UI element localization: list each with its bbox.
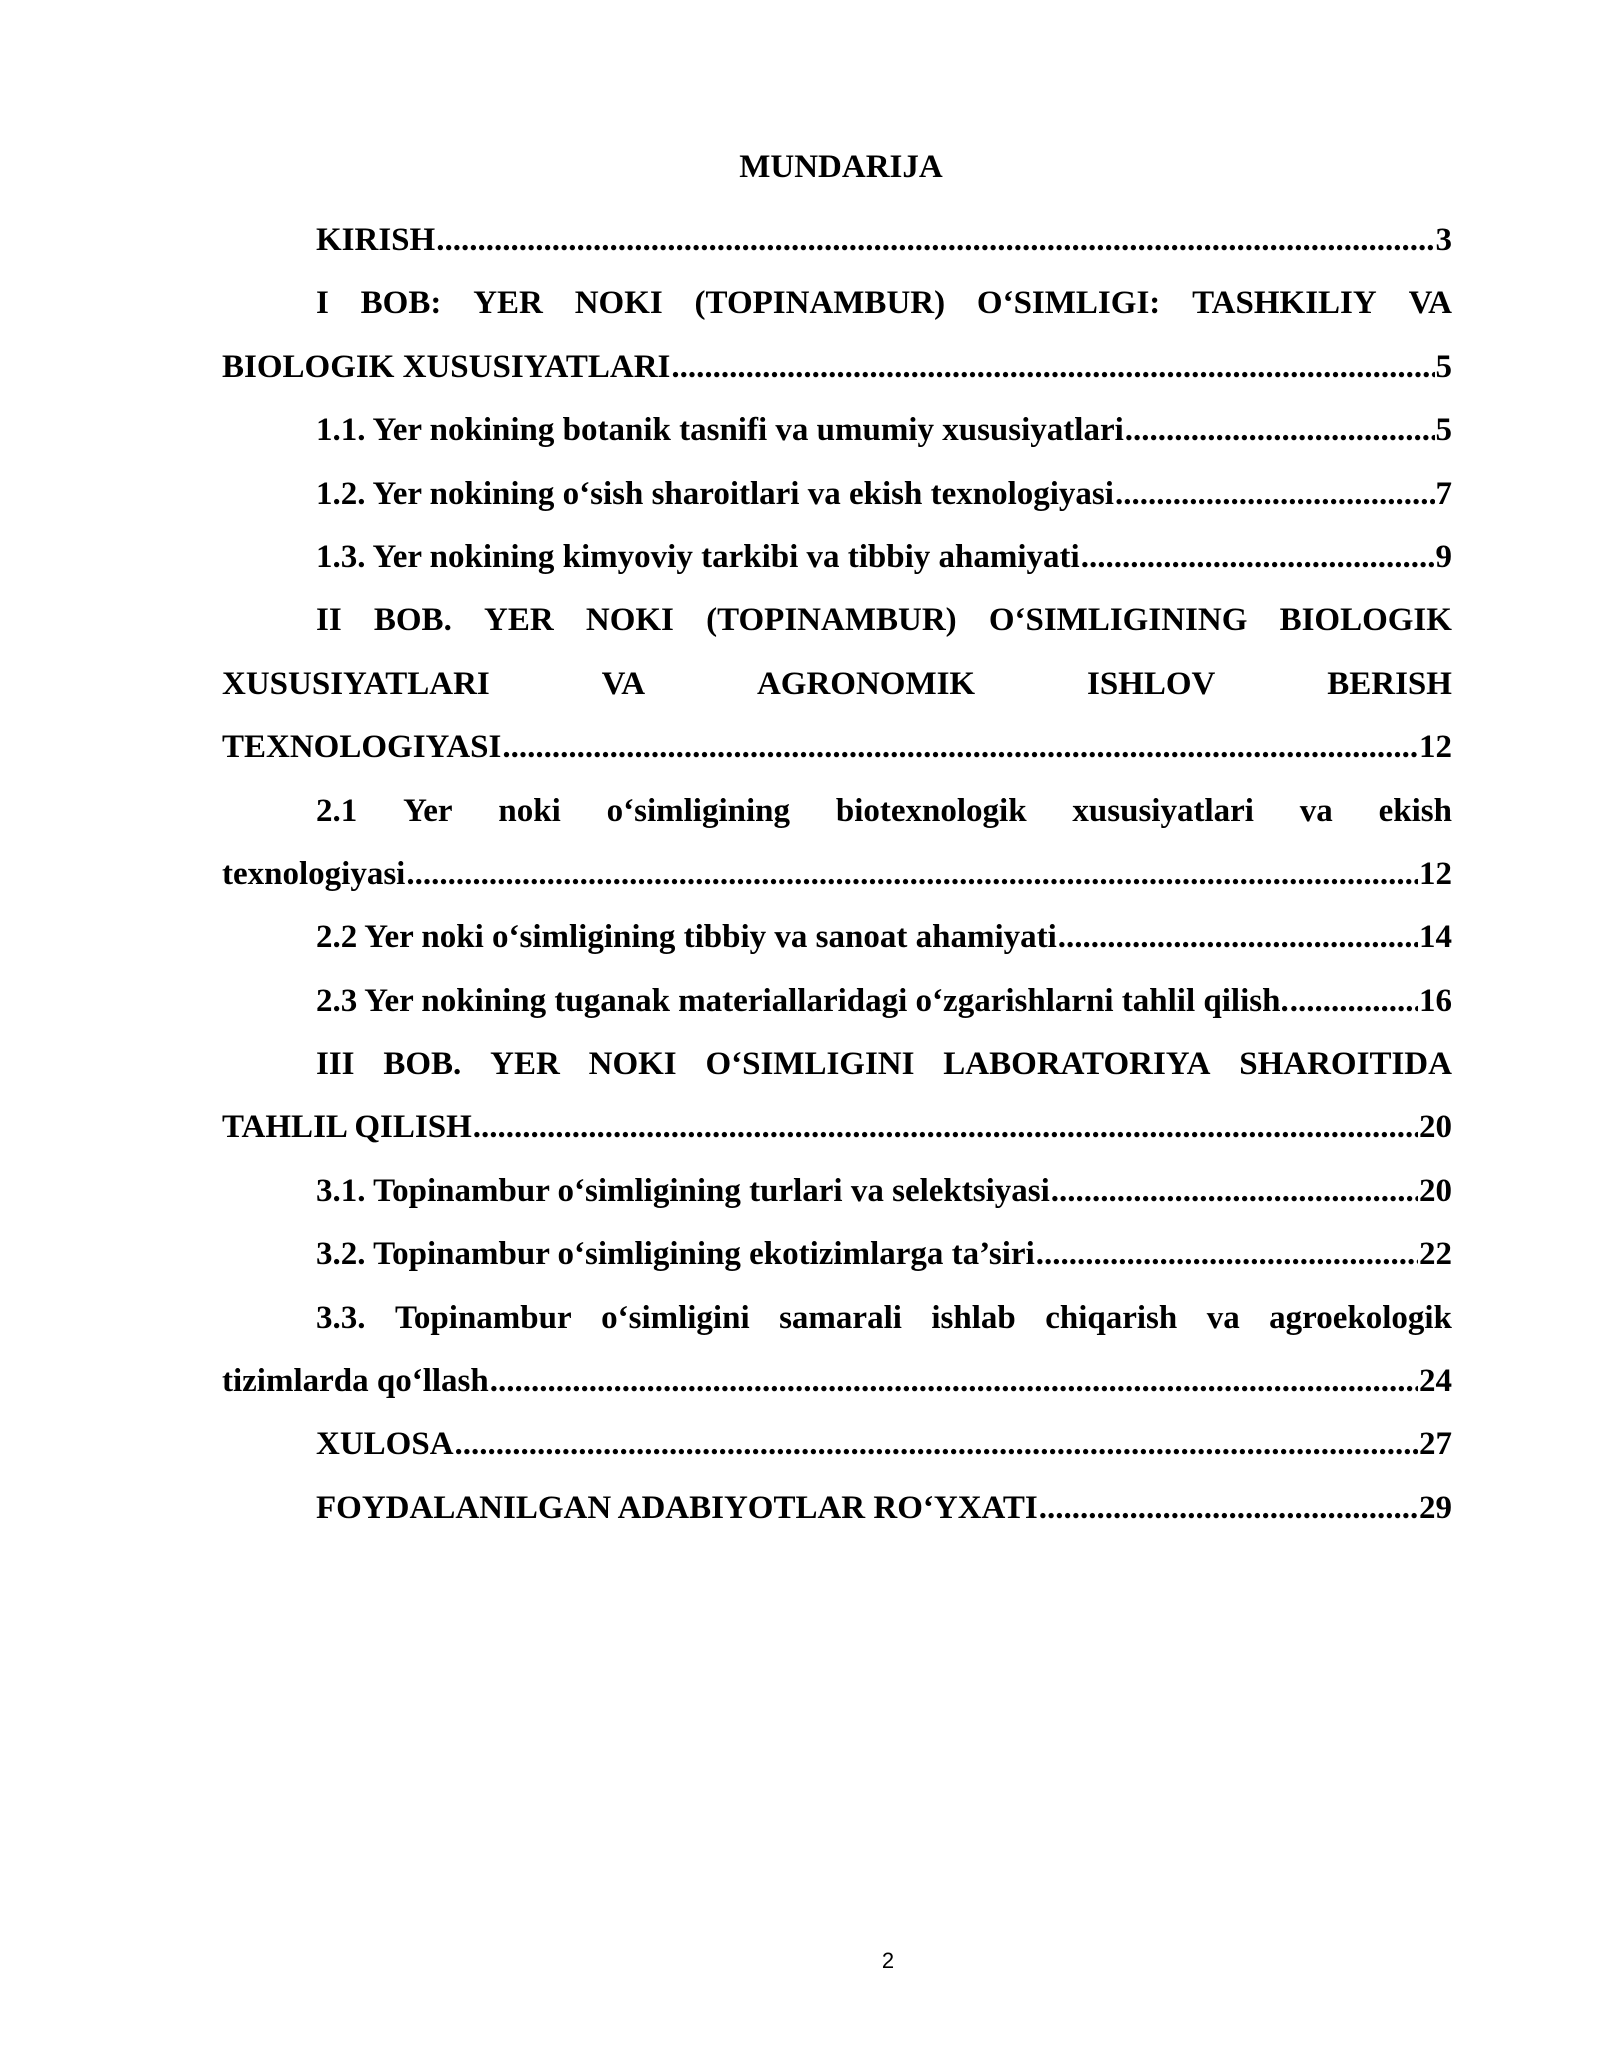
toc-entry-chapter-2[interactable]	[222, 589, 1452, 779]
dot-leader	[490, 1350, 1418, 1413]
dot-leader	[1290, 970, 1418, 1033]
dot-leader	[1115, 463, 1435, 526]
toc-entry-text: 3.1. Topinambur o‘simligining turlari va selektsiyasi	[316, 1172, 1050, 1209]
toc-page-number: 3	[1435, 222, 1452, 258]
toc-entry-section-1-1[interactable]	[222, 399, 1452, 462]
toc-entry-section-1-3[interactable]	[222, 526, 1452, 589]
page-title: MUNDARIJA	[739, 149, 943, 185]
toc-entry-section-3-3[interactable]	[222, 1287, 1452, 1414]
toc-entry-text-line-1: III BOB. YER NOKI O‘SIMLIGINI LABORATORIYA SHAROITIDA	[316, 1046, 1452, 1083]
toc-page-number: 9	[1435, 538, 1452, 575]
toc-entry-text: 1.2. Yer nokining o‘sish sharoitlari va ekish texnologiyasi	[316, 475, 1114, 512]
toc-entry-text: 2.2 Yer noki o‘simligining tibbiy va sanoat ahamiyati	[316, 919, 1057, 956]
dot-leader	[473, 1096, 1418, 1159]
toc-page-number: 5	[1435, 348, 1452, 385]
toc-entry-chapter-1[interactable]	[222, 272, 1452, 399]
toc-page-number: 29	[1419, 1489, 1452, 1526]
toc-page-number: 12	[1419, 729, 1452, 766]
toc-entry-text-line-2: tizimlarda qo‘llash	[222, 1363, 489, 1400]
dot-leader	[671, 336, 1434, 399]
toc-entry-text-line-1: 2.1 Yer noki o‘simligining biotexnologik xususiyatlari va ekish	[316, 792, 1452, 829]
toc-entry-xulosa[interactable]	[222, 1413, 1452, 1476]
toc-entry-section-2-3[interactable]	[222, 970, 1452, 1033]
dot-leader	[406, 843, 1418, 906]
dot-leader	[436, 209, 1434, 272]
toc-entry-text: XULOSA	[316, 1426, 454, 1463]
dot-leader	[1081, 526, 1435, 589]
toc-entry-text: FOYDALANILGAN ADABIYOTLAR RO‘YXATI	[316, 1489, 1038, 1526]
toc-page-number: 22	[1419, 1236, 1452, 1273]
toc-entry-text-line-1: 3.3. Topinambur o‘simligini samarali ishlab chiqarish va agroekologik	[316, 1299, 1452, 1336]
toc-entry-section-2-1[interactable]	[222, 780, 1452, 907]
dot-leader	[1036, 1223, 1418, 1286]
toc-page-number: 20	[1419, 1109, 1452, 1146]
dot-leader	[1058, 906, 1418, 969]
toc-entry-references[interactable]	[222, 1477, 1452, 1540]
toc-page-number: 5	[1435, 412, 1452, 449]
toc-entry-text: KIRISH	[316, 222, 436, 258]
toc-entry-text: 1.3. Yer nokining kimyoviy tarkibi va tibbiy ahamiyati	[316, 538, 1080, 575]
toc-entry-text: 2.3 Yer nokining tuganak materiallaridagi o‘zgarishlarni tahlil qilish.	[316, 982, 1289, 1019]
toc-page-number: 20	[1419, 1172, 1452, 1209]
dot-leader	[502, 716, 1418, 779]
table-of-contents	[222, 209, 1452, 1540]
toc-entry-text-line-3: TEXNOLOGIYASI	[222, 729, 502, 766]
toc-page-number: 14	[1419, 919, 1452, 956]
toc-entry-text-line-2: XUSUSIYATLARI VA AGRONOMIK ISHLOV BERISH	[222, 665, 1452, 702]
toc-entry-kirish[interactable]	[222, 209, 1452, 272]
toc-entry-text-line-1: II BOB. YER NOKI (TOPINAMBUR) O‘SIMLIGINING BIOLOGIK	[316, 602, 1452, 639]
toc-entry-section-2-2[interactable]	[222, 906, 1452, 969]
dot-leader	[455, 1413, 1418, 1476]
toc-entry-chapter-3[interactable]	[222, 1033, 1452, 1160]
toc-entry-text: 3.2. Topinambur o‘simligining ekotizimlarga ta’siri	[316, 1236, 1035, 1273]
toc-entry-text-line-1: I BOB: YER NOKI (TOPINAMBUR) O‘SIMLIGI: TASHKILIY VA	[316, 285, 1452, 322]
dot-leader	[1125, 399, 1435, 462]
page-number: 2	[881, 1948, 895, 1973]
toc-entry-section-3-2[interactable]	[222, 1223, 1452, 1286]
toc-page-number: 16	[1419, 982, 1452, 1019]
toc-entry-section-1-2[interactable]	[222, 463, 1452, 526]
toc-entry-text-line-2: texnologiyasi	[222, 855, 406, 892]
toc-entry-section-3-1[interactable]	[222, 1160, 1452, 1223]
toc-page-number: 27	[1419, 1426, 1452, 1463]
dot-leader	[1051, 1160, 1418, 1223]
toc-page-number: 12	[1419, 855, 1452, 892]
toc-entry-text: 1.1. Yer nokining botanik tasnifi va umumiy xususiyatlari	[316, 412, 1124, 449]
toc-entry-text-line-2: TAHLIL QILISH	[222, 1109, 472, 1146]
toc-entry-text-line-2: BIOLOGIK XUSUSIYATLARI	[222, 348, 671, 385]
toc-page-number: 7	[1435, 475, 1452, 512]
toc-page-number: 24	[1419, 1363, 1452, 1400]
dot-leader	[1039, 1477, 1418, 1540]
